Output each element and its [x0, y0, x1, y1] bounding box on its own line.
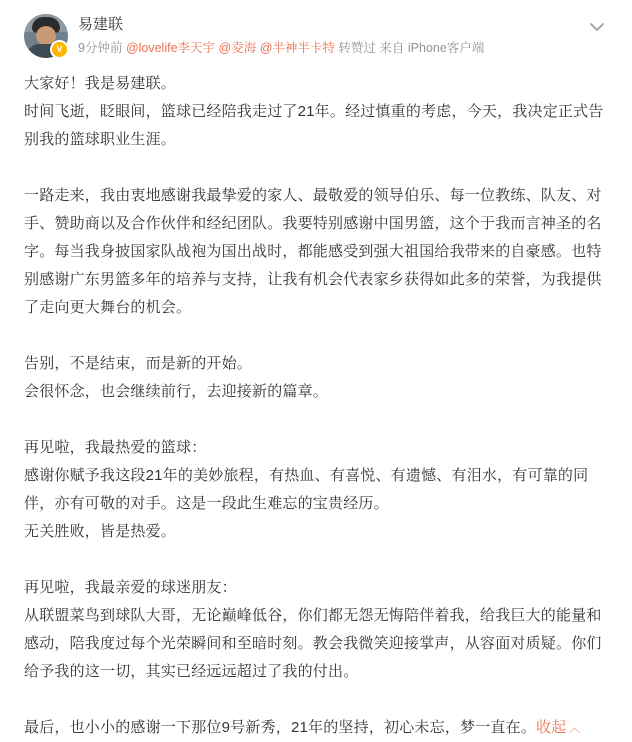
- paragraph: 大家好！我是易建联。: [24, 75, 177, 92]
- avatar[interactable]: [24, 14, 68, 58]
- collapse-arrow-icon: ︿: [568, 721, 581, 735]
- collapse-label: 收起: [536, 719, 567, 736]
- post-header: [24, 14, 608, 58]
- paragraph-last-text: 最后，也小小的感谢一下那位9号新秀，21年的坚持，初心未忘，梦一直在。: [24, 719, 537, 736]
- post-meta: [78, 39, 608, 57]
- paragraph: 一路走来，我由衷地感谢我最挚爱的家人、最敬爱的领导伯乐、每一位教练、队友、对手、赞助商以及合作伙伴和经纪团队。我要特别感谢中国男篮，这个于我而言神圣的名字。每当我身披国家队战袍为国出战时，都能感受到强大祖国给我带来的自豪感。也特别感谢广东男篮多年的培养与支持，让我有机会代表家乡获得如此多的荣誉，为我提供了走向更大舞台的机会。: [24, 187, 602, 316]
- paragraph-spacer: [24, 154, 608, 182]
- paragraph: 感谢你赋予我这段21年的美妙旅程，有热血、有喜悦、有遗憾、有泪水，有可靠的同伴，亦有可敬的对手。这是一段此生难忘的宝贵经历。: [24, 467, 589, 512]
- paragraph: 告别，不是结束，而是新的开始。: [24, 355, 253, 372]
- source-prefix: 来自: [379, 41, 405, 55]
- mention-2[interactable]: @夌海: [218, 41, 257, 55]
- paragraph: 会很怀念，也会继续前行，去迎接新的篇章。: [24, 383, 329, 400]
- chevron-down-icon[interactable]: [586, 16, 608, 38]
- paragraph: 从联盟菜鸟到球队大哥，无论巅峰低谷，你们都无怨无悔陪伴着我，给我巨大的能量和感动，陪我度过每个光荣瞬间和至暗时刻。教会我微笑迎接掌声，从容面对质疑。你们给予我的这一切，其实已经远远超过了我的付出。: [24, 607, 602, 680]
- paragraph-spacer: [24, 322, 608, 350]
- mention-1[interactable]: @lovelife李天宇: [125, 41, 216, 55]
- author-name[interactable]: 易建联: [78, 16, 124, 33]
- post-content: [24, 70, 608, 742]
- post-header-text: [78, 14, 608, 57]
- forward-label: 转赞过: [338, 41, 376, 55]
- verified-badge-icon: V: [50, 40, 69, 59]
- paragraph-spacer: [24, 406, 608, 434]
- collapse-button[interactable]: [536, 719, 581, 736]
- paragraph-spacer: [24, 686, 608, 714]
- post-source[interactable]: iPhone客户端: [407, 41, 485, 55]
- mention-3[interactable]: @半神半卡特: [259, 41, 335, 55]
- post-time[interactable]: 9分钟前: [78, 41, 123, 55]
- paragraph: 时间飞逝，眨眼间，篮球已经陪我走过了21年。经过慎重的考虑，今天，我决定正式告别我的篮球职业生涯。: [24, 103, 604, 148]
- paragraph-last: [24, 714, 608, 742]
- paragraph: 再见啦，我最亲爱的球迷朋友：: [24, 579, 237, 596]
- paragraph: 再见啦，我最热爱的篮球：: [24, 439, 207, 456]
- paragraph: 无关胜败，皆是热爱。: [24, 523, 177, 540]
- paragraph-spacer: [24, 546, 608, 574]
